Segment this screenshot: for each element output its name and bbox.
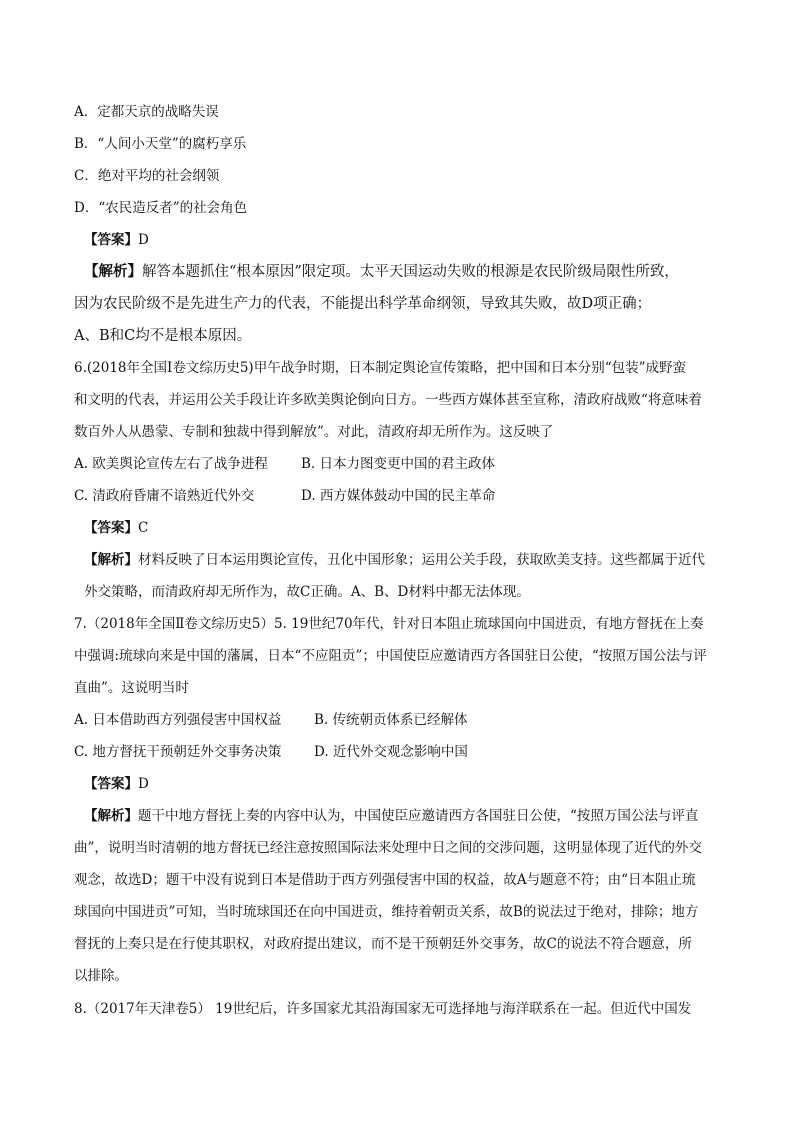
q7-option-a: A. 日本借助西方列强侵害中国权益 — [74, 712, 282, 728]
q5-analysis-line-1 — [84, 263, 734, 281]
q7-option-b: B. 传统朝贡体系已经解体 — [314, 712, 468, 728]
answer-value: D — [138, 232, 149, 248]
analysis-tag: 【解析】 — [84, 263, 142, 280]
q7-answer — [84, 775, 734, 793]
q6-analysis-line-2: 外交策略，而清政府却无所作为，故C正确。A、B、D材料中都无法体现。 — [84, 584, 530, 600]
q7-analysis-line-1 — [84, 807, 734, 825]
q7-stem-line-2: 中强调:琉球向来是中国的藩属，日本“不应阻贡”；中国使臣应邀请西方各国驻日公使，“按照万国公法与评 — [74, 648, 707, 664]
q6-stem-line-1: 6.(2018年全国Ⅰ卷文综历史5)甲午战争时期，日本制定舆论宣传策略，把中国和日本分别“包装”成野蛮 — [74, 360, 686, 376]
q7-analysis-line-4: 球国向中国进贡”可知，当时琉球国还在向中国进贡，维持着朝贡关系，故B的说法过于绝对，排除；地方 — [74, 904, 699, 920]
q5-analysis-line-2: 因为农民阶级不是先进生产力的代表，不能提出科学革命纲领，导致其失败，故D项正确； — [74, 296, 652, 312]
q6-option-b: B. 日本力图变更中国的君主政体 — [301, 456, 496, 472]
q7-stem-line-1: 7.（2018年全国Ⅱ卷文综历史5）5. 19世纪70年代，针对日本阻止琉球国向中国进贡，有地方督抚在上奏 — [74, 616, 704, 632]
q5-option-a: A．定都天京的战略失误 — [74, 104, 219, 120]
q7-option-c: C. 地方督抚干预朝廷外交事务决策 — [74, 744, 282, 760]
analysis-tag: 【解析】 — [84, 808, 138, 824]
q6-stem-line-3: 数百外人从愚蒙、专制和独裁中得到解放”。对此，清政府却无所作为。这反映了 — [74, 424, 554, 440]
q5-answer — [84, 231, 734, 249]
q7-option-d: D. 近代外交观念影响中国 — [314, 744, 468, 760]
q7-analysis-line-5: 督抚的上奏只是在行使其职权，对政府提出建议，而不是干预朝廷外交事务，故C的说法不符合题意，所 — [74, 936, 692, 952]
analysis-text: 材料反映了日本运用舆论宣传，丑化中国形象；运用公关手段，获取欧美支持。这些都属于近代 — [138, 552, 705, 568]
q8-stem-line-1: 8.（2017年天津卷5） 19世纪后，许多国家尤其沿海国家无可选择地与海洋联系在一起。但近代中国发 — [74, 1001, 692, 1017]
q5-analysis-line-3: A、B和C均不是根本原因。 — [74, 328, 252, 344]
q5-option-b: B．“人间小天堂”的腐朽享乐 — [74, 136, 247, 152]
q6-analysis-line-1 — [84, 551, 734, 569]
q5-option-d: D．“农民造反者”的社会角色 — [74, 200, 248, 216]
q7-analysis-line-6: 以排除。 — [74, 968, 128, 984]
q6-option-a: A. 欧美舆论宣传左右了战争进程 — [74, 456, 268, 472]
q7-analysis-line-2: 曲”，说明当时清朝的地方督抚已经注意按照国际法来处理中日之间的交涉问题，这明显体现了近代的外交 — [74, 840, 702, 856]
q6-option-d: D. 西方媒体鼓动中国的民主革命 — [301, 488, 496, 504]
answer-value: D — [138, 776, 149, 792]
answer-value: C — [138, 520, 149, 536]
q7-stem-line-3: 直曲”。这说明当时 — [74, 680, 189, 696]
q7-analysis-line-3: 观念，故选D；题干中没有说到日本是借助于西方列强侵害中国的权益，故A与题意不符；由“日本阻止琉 — [74, 872, 696, 888]
analysis-text: 题干中地方督抚上奏的内容中认为，中国使臣应邀请西方各国驻日公使，“按照万国公法与评直 — [138, 808, 699, 824]
q6-answer — [84, 519, 734, 537]
answer-tag: 【答案】 — [84, 232, 138, 248]
analysis-tag: 【解析】 — [84, 552, 138, 568]
analysis-text: 解答本题抓住“根本原因”限定项。太平天国运动失败的根源是农民阶级局限性所致， — [142, 264, 679, 280]
answer-tag: 【答案】 — [84, 520, 138, 536]
q5-option-c: C．绝对平均的社会纲领 — [74, 168, 220, 184]
answer-tag: 【答案】 — [84, 776, 138, 792]
q6-stem-line-2: 和文明的代表，并运用公关手段让许多欧美舆论倒向日方。一些西方媒体甚至宣称，清政府战败“将意味着 — [74, 392, 702, 408]
q6-option-c: C. 清政府昏庸不谙熟近代外交 — [74, 488, 255, 504]
